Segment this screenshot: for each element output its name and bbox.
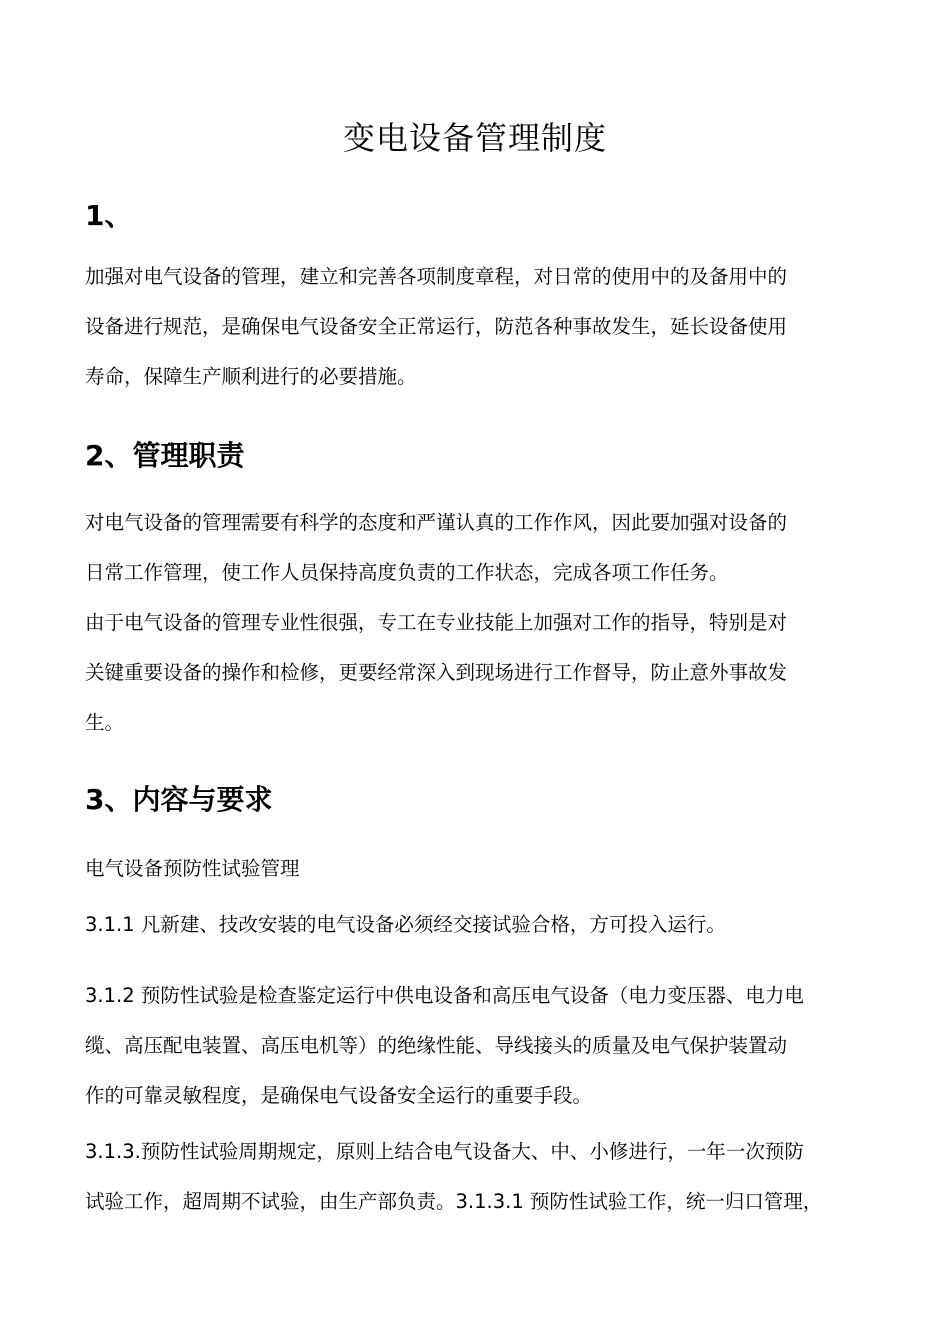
text-line: 日常工作管理，使工作人员保持高度负责的工作状态，完成各项工作任务。 [85,561,729,584]
text-line: 由于电气设备的管理专业性很强，专工在专业技能上加强对工作的指导，特别是对 [85,611,788,634]
clause-3-1-3 [85,1127,875,1227]
section-3-subtitle [85,844,875,894]
text-line: 对电气设备的管理需要有科学的态度和严谨认真的工作作风，因此要加强对设备的 [85,511,788,534]
section-3-heading: 3、内容与要求 [85,783,273,816]
clause-3-1-2 [85,971,875,1121]
text-line: 电气设备预防性试验管理 [85,857,300,880]
text-line: 寿命，保障生产顺利进行的必要措施。 [85,365,417,388]
section-1-heading: 1、 [85,199,133,232]
text-line: 作的可靠灵敏程度，是确保电气设备安全运行的重要手段。 [85,1084,593,1107]
clause-3-1-1 [85,900,875,950]
text-line: 3.1.1 凡新建、技改安装的电气设备必须经交接试验合格，方可投入运行。 [85,913,726,936]
text-line: 设备进行规范，是确保电气设备安全正常运行，防范各种事故发生，延长设备使用 [85,315,788,338]
text-line: 3.1.2 预防性试验是检查鉴定运行中供电设备和高压电气设备（电力变压器、电力电 [85,984,804,1007]
text-line: 生。 [85,711,125,734]
section-2-paragraph [85,498,875,748]
section-2-heading: 2、管理职责 [85,439,245,472]
text-line: 加强对电气设备的管理，建立和完善各项制度章程，对日常的使用中的及备用中的 [85,265,788,288]
document-title: 变电设备管理制度 [342,119,607,157]
text-line: 3.1.3.预防性试验周期规定，原则上结合电气设备大、中、小修进行，一年一次预防 [85,1140,804,1163]
text-line: 关键重要设备的操作和检修，更要经常深入到现场进行工作督导，防止意外事故发 [85,661,788,684]
text-line: 缆、高压配电装置、高压电机等）的绝缘性能、导线接头的质量及电气保护装置动 [85,1034,788,1057]
section-1-paragraph [85,252,875,402]
text-line: 试验工作，超周期不试验，由生产部负责。3.1.3.1 预防性试验工作，统一归口管理， [85,1190,823,1213]
